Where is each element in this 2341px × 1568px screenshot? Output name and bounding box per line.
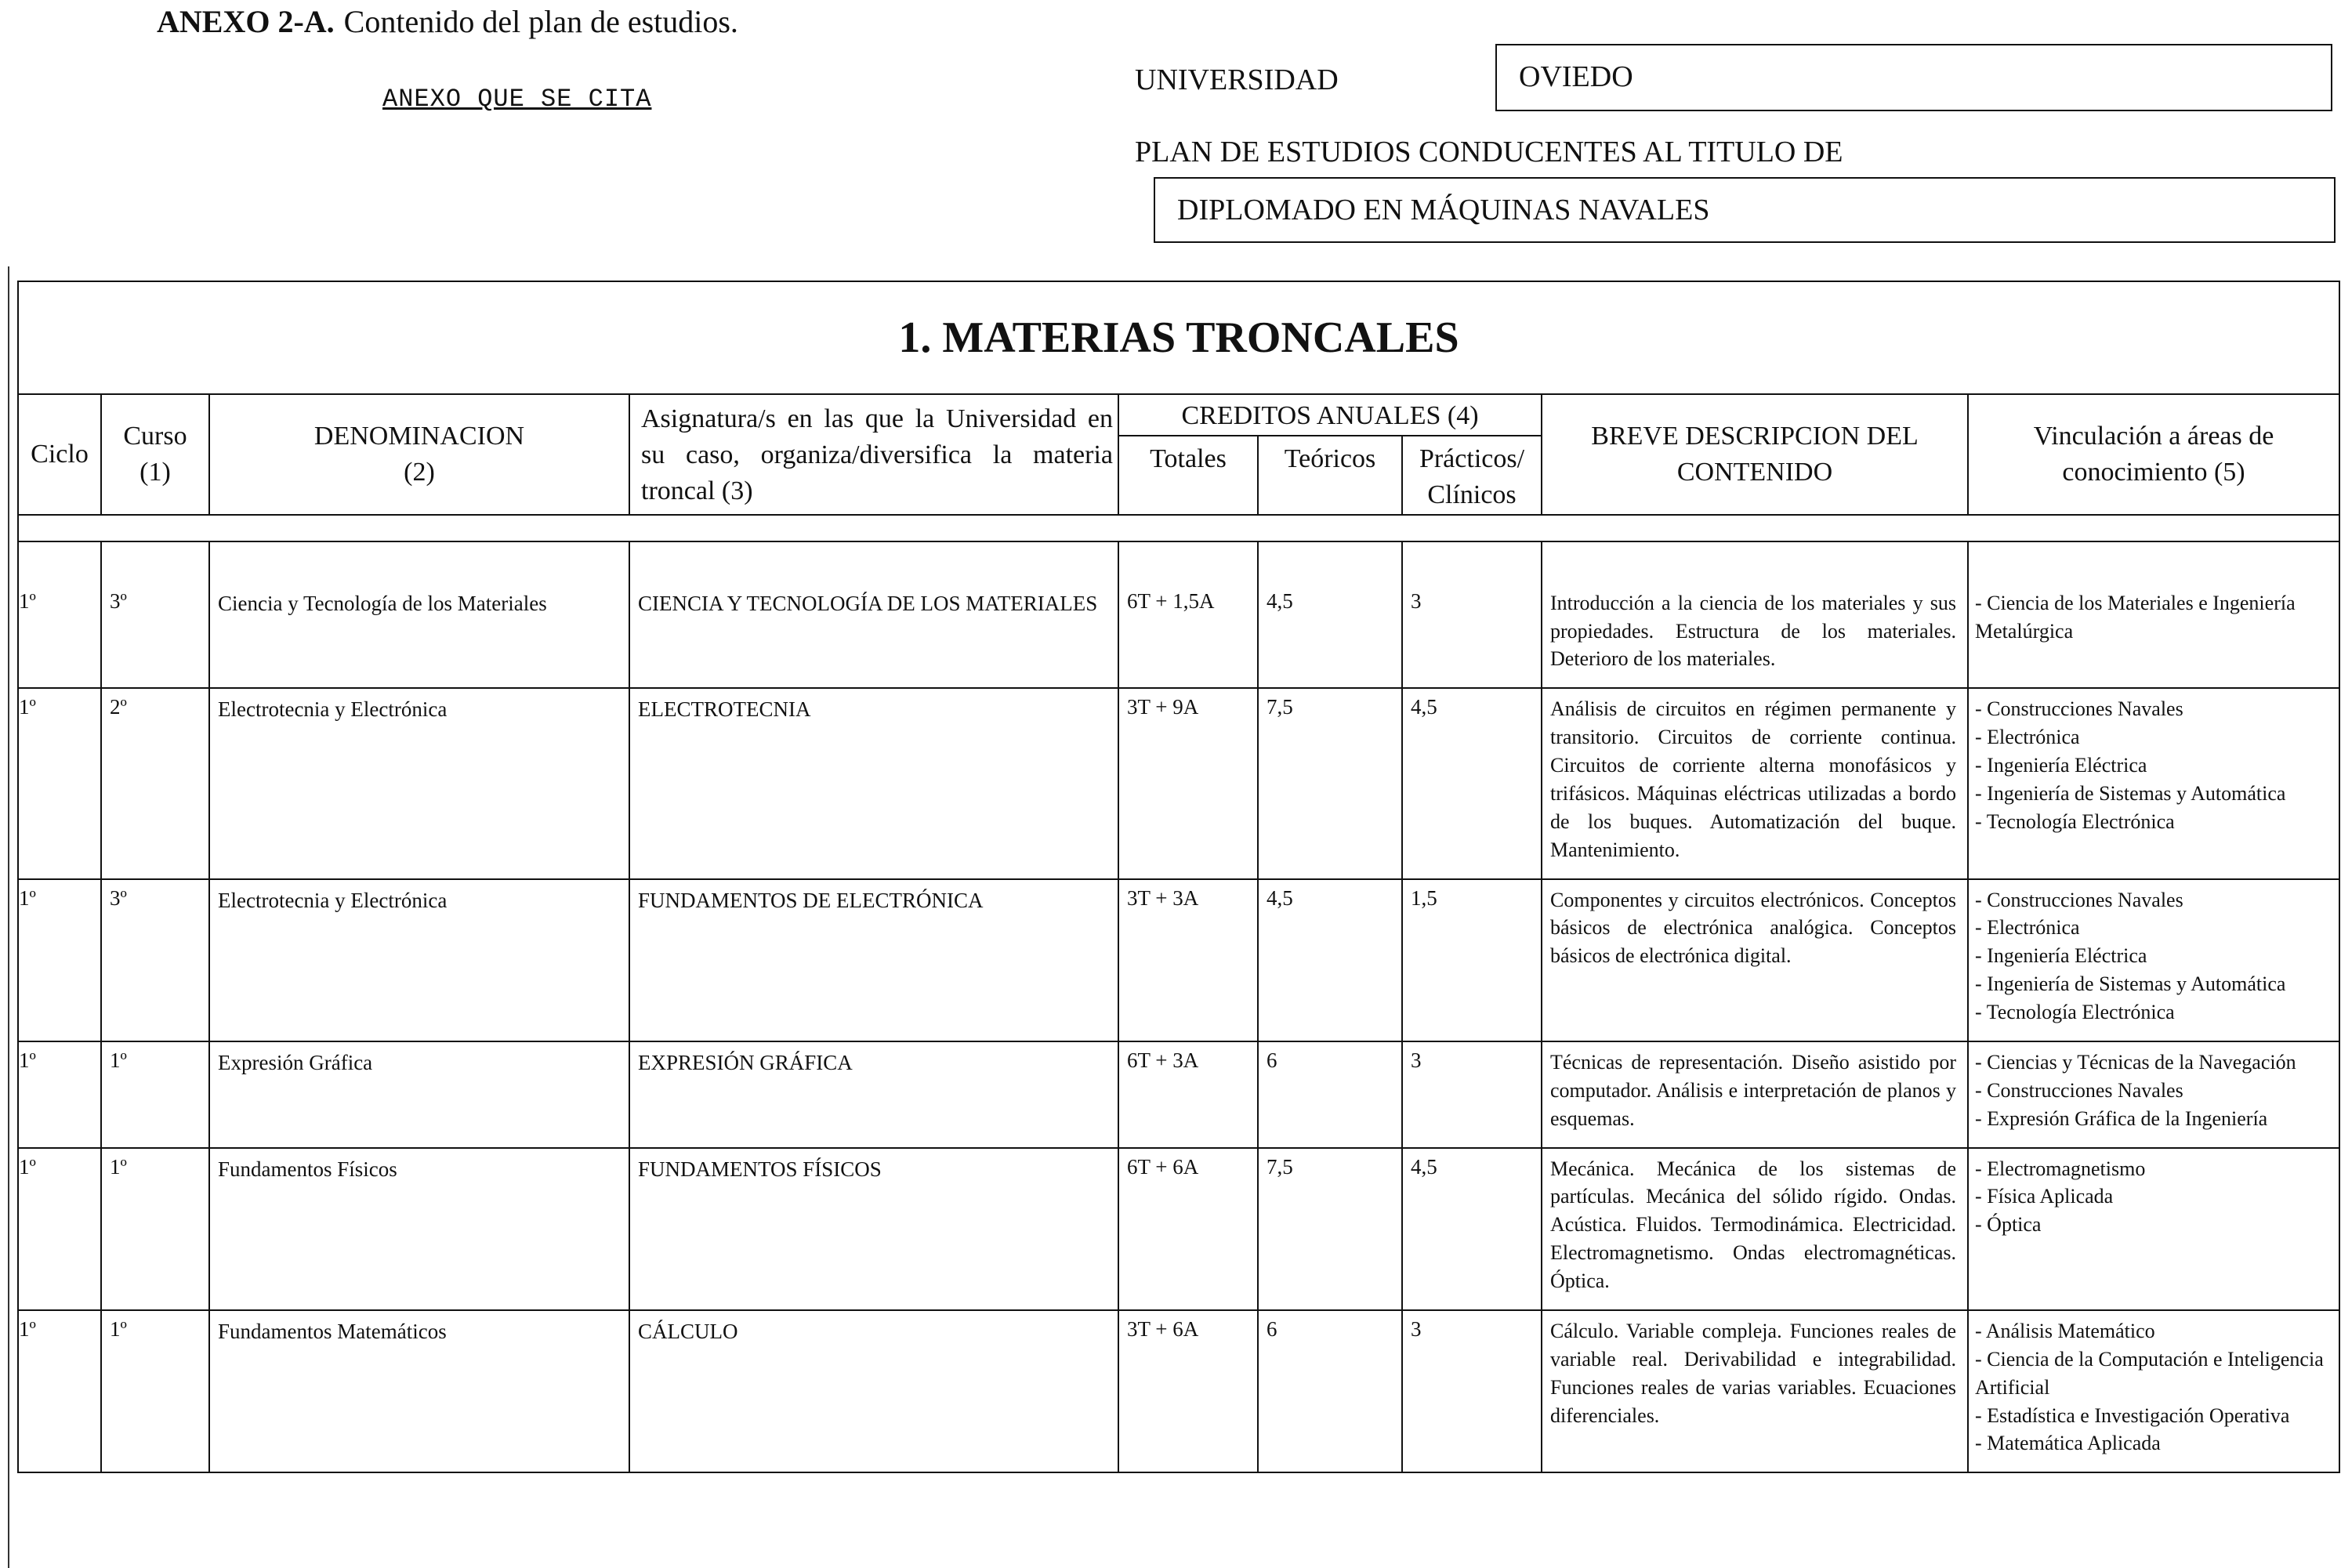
plan-label: PLAN DE ESTUDIOS CONDUCENTES AL TITULO DE	[1135, 136, 1843, 168]
cell-totales: 3T + 3A	[1118, 879, 1258, 1041]
cell-practicos: 4,5	[1402, 688, 1542, 878]
cell-areas	[1968, 541, 2339, 689]
materias-table	[17, 281, 2340, 1473]
universidad-value-box: OVIEDO	[1495, 44, 2332, 111]
table-row	[18, 1041, 2339, 1148]
col-teoricos: Teóricos	[1258, 436, 1402, 515]
cell-ciclo: 1º	[18, 688, 101, 878]
titulo-value-box: DIPLOMADO EN MÁQUINAS NAVALES	[1154, 177, 2336, 243]
cell-teoricos: 4,5	[1258, 541, 1402, 689]
cell-denominacion: Electrotecnia y Electrónica	[209, 879, 629, 1041]
cell-totales: 3T + 9A	[1118, 688, 1258, 878]
cell-asignatura: CIENCIA Y TECNOLOGÍA DE LOS MATERIALES	[629, 541, 1118, 689]
cell-denominacion: Ciencia y Tecnología de los Materiales	[209, 541, 629, 689]
cell-curso: 1º	[101, 1041, 209, 1148]
cell-areas	[1968, 1148, 2339, 1310]
annex-label: ANEXO 2-A.	[157, 4, 335, 39]
col-vinculacion: Vinculación a áreas de conocimiento (5)	[1968, 394, 2339, 515]
table-row	[18, 541, 2339, 689]
page-left-rule	[8, 266, 9, 1568]
area-item: - Construcciones Navales	[1975, 886, 2331, 914]
col-practicos: Prácticos/ Clínicos	[1402, 436, 1542, 515]
cell-areas	[1968, 1310, 2339, 1472]
cell-ciclo: 1º	[18, 541, 101, 689]
area-item: - Ciencia de la Computación e Inteligencia Artificial	[1975, 1345, 2331, 1402]
col-denominacion-label: DENOMINACION	[313, 421, 525, 451]
cell-practicos: 1,5	[1402, 879, 1542, 1041]
cell-descripcion: Técnicas de representación. Diseño asistido por computador. Análisis e interpretación de planos y esquemas.	[1542, 1041, 1968, 1148]
area-item: - Tecnología Electrónica	[1975, 808, 2331, 836]
cell-ciclo: 1º	[18, 1310, 101, 1472]
cell-teoricos: 7,5	[1258, 688, 1402, 878]
cell-descripcion: Cálculo. Variable compleja. Funciones reales de variable real. Derivabilidad e integrabilidad. Funciones reales de varias variables. Ecuaciones diferenciales.	[1542, 1310, 1968, 1472]
col-denominacion	[209, 394, 629, 515]
col-curso	[101, 394, 209, 515]
col-denominacion-note: (2)	[404, 457, 435, 487]
table-row	[18, 688, 2339, 878]
cell-denominacion: Expresión Gráfica	[209, 1041, 629, 1148]
cell-areas	[1968, 688, 2339, 878]
area-item: - Ciencia de los Materiales e Ingeniería Metalúrgica	[1975, 589, 2331, 646]
cell-curso: 3º	[101, 541, 209, 689]
cell-totales: 6T + 1,5A	[1118, 541, 1258, 689]
cell-curso: 3º	[101, 879, 209, 1041]
cell-areas	[1968, 1041, 2339, 1148]
cell-asignatura: ELECTROTECNIA	[629, 688, 1118, 878]
area-item: - Construcciones Navales	[1975, 1077, 2331, 1105]
area-item: - Análisis Matemático	[1975, 1317, 2331, 1345]
cell-descripcion: Introducción a la ciencia de los materiales y sus propiedades. Estructura de los materiales. Deterioro de los materiales.	[1542, 541, 1968, 689]
area-item: - Ingeniería Eléctrica	[1975, 942, 2331, 970]
cell-practicos: 3	[1402, 1041, 1542, 1148]
cell-descripcion: Mecánica. Mecánica de los sistemas de partículas. Mecánica del sólido rígido. Ondas. Acústica. Fluidos. Termodinámica. Electricidad. Electromagnetismo. Ondas electromagnéticas. Óptica.	[1542, 1148, 1968, 1310]
cell-ciclo: 1º	[18, 1041, 101, 1148]
cell-practicos: 3	[1402, 541, 1542, 689]
cell-denominacion: Electrotecnia y Electrónica	[209, 688, 629, 878]
col-creditos: CREDITOS ANUALES (4)	[1118, 394, 1542, 436]
annex-subtitle: Contenido del plan de estudios.	[343, 4, 738, 39]
cell-denominacion: Fundamentos Matemáticos	[209, 1310, 629, 1472]
header-spacer	[18, 515, 2339, 541]
cell-asignatura: FUNDAMENTOS FÍSICOS	[629, 1148, 1118, 1310]
table-row	[18, 1148, 2339, 1310]
area-item: - Electrónica	[1975, 723, 2331, 751]
area-item: - Estadística e Investigación Operativa	[1975, 1402, 2331, 1430]
col-curso-label: Curso	[123, 421, 187, 451]
cell-descripcion: Componentes y circuitos electrónicos. Conceptos básicos de electrónica analógica. Conceptos básicos de electrónica digital.	[1542, 879, 1968, 1041]
cell-teoricos: 4,5	[1258, 879, 1402, 1041]
cell-curso: 2º	[101, 688, 209, 878]
cell-asignatura: EXPRESIÓN GRÁFICA	[629, 1041, 1118, 1148]
annex-cita: ANEXO QUE SE CITA	[382, 85, 652, 114]
area-item: - Ingeniería de Sistemas y Automática	[1975, 970, 2331, 998]
annex-title	[157, 3, 738, 40]
table-row	[18, 879, 2339, 1041]
area-item: - Electromagnetismo	[1975, 1155, 2331, 1183]
cell-teoricos: 7,5	[1258, 1148, 1402, 1310]
cell-practicos: 4,5	[1402, 1148, 1542, 1310]
area-item: - Ciencias y Técnicas de la Navegación	[1975, 1048, 2331, 1077]
cell-teoricos: 6	[1258, 1041, 1402, 1148]
area-item: - Matemática Aplicada	[1975, 1429, 2331, 1458]
area-item: - Expresión Gráfica de la Ingeniería	[1975, 1105, 2331, 1133]
col-curso-note: (1)	[140, 457, 171, 487]
table-body	[18, 541, 2339, 1473]
cell-descripcion: Análisis de circuitos en régimen permanente y transitorio. Circuitos de corriente continua. Circuitos de corriente alterna monofásicos y trifásicos. Máquinas eléctricas utilizadas a bordo de los buques. Automatización del buque. Mantenimiento.	[1542, 688, 1968, 878]
cell-totales: 6T + 3A	[1118, 1041, 1258, 1148]
cell-ciclo: 1º	[18, 1148, 101, 1310]
area-item: - Tecnología Electrónica	[1975, 998, 2331, 1027]
area-item: - Ingeniería de Sistemas y Automática	[1975, 780, 2331, 808]
cell-teoricos: 6	[1258, 1310, 1402, 1472]
section-title: 1. MATERIAS TRONCALES	[18, 281, 2339, 394]
area-item: - Electrónica	[1975, 914, 2331, 942]
area-item: - Física Aplicada	[1975, 1182, 2331, 1211]
cell-ciclo: 1º	[18, 879, 101, 1041]
area-item: - Construcciones Navales	[1975, 695, 2331, 723]
col-ciclo: Ciclo	[18, 394, 101, 515]
cell-totales: 3T + 6A	[1118, 1310, 1258, 1472]
col-totales: Totales	[1118, 436, 1258, 515]
cell-areas	[1968, 879, 2339, 1041]
area-item: - Óptica	[1975, 1211, 2331, 1239]
cell-curso: 1º	[101, 1310, 209, 1472]
cell-totales: 6T + 6A	[1118, 1148, 1258, 1310]
table-header	[18, 394, 2339, 515]
universidad-label: UNIVERSIDAD	[1135, 63, 1339, 96]
col-asignaturas: Asignatura/s en las que la Universidad en su caso, organiza/diversifica la materia troncal (3)	[629, 394, 1118, 515]
cell-asignatura: CÁLCULO	[629, 1310, 1118, 1472]
table-row	[18, 1310, 2339, 1472]
area-item: - Ingeniería Eléctrica	[1975, 751, 2331, 780]
cell-asignatura: FUNDAMENTOS DE ELECTRÓNICA	[629, 879, 1118, 1041]
cell-practicos: 3	[1402, 1310, 1542, 1472]
col-descripcion: BREVE DESCRIPCION DEL CONTENIDO	[1542, 394, 1968, 515]
cell-denominacion: Fundamentos Físicos	[209, 1148, 629, 1310]
cell-curso: 1º	[101, 1148, 209, 1310]
